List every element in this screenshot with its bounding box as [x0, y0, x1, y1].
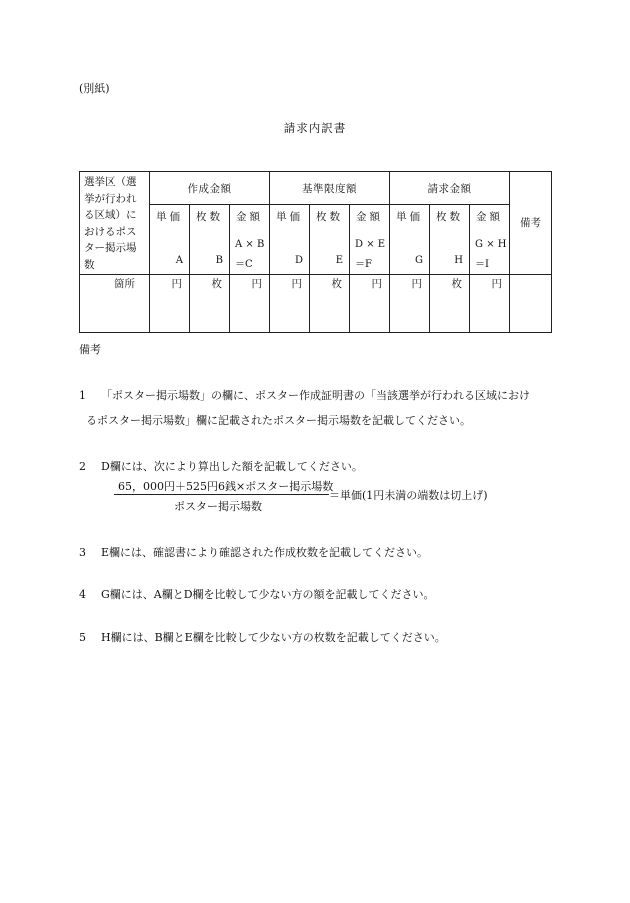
subcol-head: 単価 — [156, 211, 183, 224]
subcol-head: 枚数 — [436, 211, 464, 224]
annex-label: (別紙) — [79, 82, 110, 95]
subcol-head: 金額 — [356, 211, 384, 224]
subcol-head: 単価 — [276, 211, 303, 224]
unit-cell: 円 — [230, 274, 270, 332]
formula-numerator: 65，000円＋525円6銭×ポスター掲示場数 — [118, 480, 334, 493]
note-text: D欄には、次により算出した額を記載してください。 — [101, 460, 363, 473]
note-text: G欄には、A欄とD欄を比較して少ない方の額を記載してください。 — [101, 588, 435, 601]
document-title: 請求内訳書 — [283, 121, 347, 135]
formula-result: ＝単価(1円未満の端数は切上げ) — [329, 489, 488, 502]
unit-cell: 枚 — [430, 274, 470, 332]
group-claim-amount: 請求金額 — [390, 172, 510, 205]
subcol-formula: G × H — [475, 239, 507, 251]
poster-site-count-header: 選挙区（選挙が行われる区域）におけるポスター掲示場数 — [80, 172, 150, 275]
subcol-unit-price — [150, 205, 190, 274]
subcol-head: 金額 — [476, 211, 504, 224]
group-standard-limit: 基準限度額 — [270, 172, 390, 205]
remarks-header: 備考 — [510, 172, 552, 275]
note-number: 3 — [79, 546, 86, 559]
note-number: 2 — [79, 460, 86, 473]
subcol-letter: B — [215, 255, 223, 267]
subcol-count — [190, 205, 230, 274]
unit-cell: 円 — [150, 274, 190, 332]
note-number: 1 — [79, 389, 86, 402]
subcol-letter: G — [415, 255, 424, 267]
subcol-unit-price — [270, 205, 310, 274]
group-creation-amount: 作成金額 — [150, 172, 270, 205]
subcol-amount — [470, 205, 510, 274]
unit-cell: 円 — [390, 274, 430, 332]
note-item — [79, 458, 363, 474]
subcol-letter: A — [175, 255, 183, 267]
note-continuation: るポスター掲示場数」欄に記載されたポスター掲示場数を記載してください。 — [86, 414, 471, 427]
subcol-count — [430, 205, 470, 274]
note-number: 5 — [79, 631, 86, 644]
subcol-unit-price — [390, 205, 430, 274]
remarks-cell — [510, 274, 552, 332]
formula-fraction-bar — [114, 494, 329, 495]
unit-cell: 枚 — [310, 274, 350, 332]
note-text: H欄には、B欄とE欄を比較して少ない方の枚数を記載してください。 — [101, 631, 446, 644]
subcol-formula-result: ＝C — [235, 259, 253, 271]
note-item — [79, 387, 530, 403]
subcol-head: 金額 — [236, 211, 263, 224]
subcol-formula: A × B — [235, 239, 265, 251]
subcol-head: 単価 — [396, 211, 424, 224]
unit-cell: 円 — [350, 274, 390, 332]
subcol-head: 枚数 — [316, 211, 343, 224]
subcol-head: 枚数 — [196, 211, 223, 224]
subcol-count — [310, 205, 350, 274]
invoice-breakdown-table — [79, 171, 552, 333]
unit-cell: 箇所 — [80, 274, 150, 332]
table-subheader-row — [80, 205, 552, 274]
table-unit-row — [80, 274, 552, 332]
formula-denominator: ポスター掲示場数 — [174, 500, 262, 513]
note-item — [79, 586, 435, 602]
notes-title: 備考 — [79, 343, 101, 356]
note-text: E欄には、確認書により確認された作成枚数を記載してください。 — [101, 546, 429, 559]
unit-cell: 円 — [470, 274, 510, 332]
subcol-formula-result: ＝F — [355, 259, 372, 271]
note-item — [79, 629, 446, 645]
unit-cell: 円 — [270, 274, 310, 332]
subcol-amount — [350, 205, 390, 274]
unit-cell: 枚 — [190, 274, 230, 332]
subcol-amount — [230, 205, 270, 274]
table-header-row — [80, 172, 552, 205]
note-number: 4 — [79, 588, 86, 601]
note-item — [79, 544, 428, 560]
subcol-letter: D — [294, 255, 303, 267]
subcol-letter: H — [454, 255, 464, 267]
subcol-formula-result: ＝I — [475, 259, 489, 271]
subcol-letter: E — [335, 255, 343, 267]
subcol-formula: D × E — [355, 239, 386, 251]
note-text: 「ポスター掲示場数」の欄に、ポスター作成証明書の「当該選挙が行われる区域におけ — [101, 389, 530, 402]
